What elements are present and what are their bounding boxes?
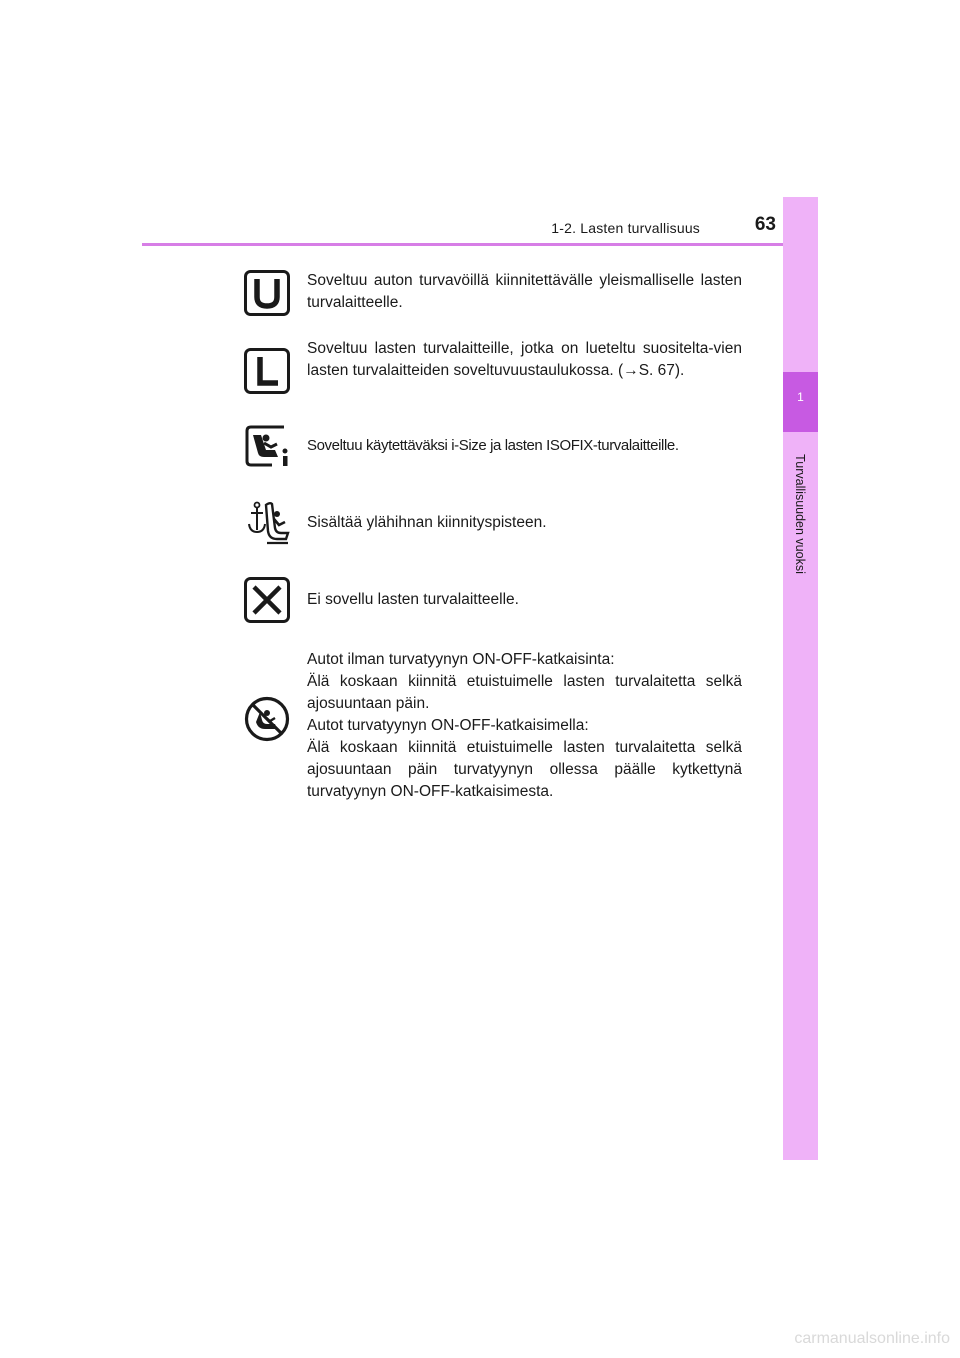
top-tether-anchor-icon (244, 500, 290, 546)
header-divider (142, 243, 818, 246)
universal-u-icon (244, 270, 290, 316)
entry-line: Autot turvatyynyn ON-OFF-katkaisimella: (307, 717, 589, 734)
entry-line: Autot ilman turvatyynyn ON-OFF-katkaisinta: (307, 651, 615, 668)
limited-l-icon (244, 348, 290, 394)
not-suitable-x-icon (244, 577, 290, 623)
chapter-side-tab (783, 197, 818, 1160)
entry-text: Ei sovellu lasten turvalaitteelle. (307, 591, 519, 608)
page-number: 63 (754, 214, 776, 235)
section-title: 1-2. Lasten turvallisuus (551, 220, 700, 236)
watermark: carmanualsonline.info (794, 1330, 950, 1347)
entry-text-block (307, 649, 742, 803)
no-rear-facing-seat-icon (244, 696, 290, 742)
entry-text: Soveltuu auton turvavöillä kiinnitettävälle yleismalliselle lasten turvalaitteelle. (307, 272, 742, 311)
entry-text: Soveltuu käytettäväksi i-Size ja lasten ISOFIX-turvalaitteille. (307, 437, 679, 454)
isize-child-seat-icon (244, 423, 290, 469)
chapter-label: Turvallisuuden vuoksi (793, 454, 807, 574)
entry-text: Sisältää ylähihnan kiinnityspisteen. (307, 514, 547, 531)
entry-line: Älä koskaan kiinnitä etuistuimelle lasten turvalaitetta selkä ajosuuntaan päin turvatyynyn ollessa päälle kytkettynä turvatyynyn ON-OFF-katkaisimesta. (307, 739, 742, 800)
entry-text: Soveltuu lasten turvalaitteille, jotka on lueteltu suositelta-vien lasten turvalaitteiden soveltuvuustaulukossa. (→S. 67). (307, 340, 742, 379)
entry-line: Älä koskaan kiinnitä etuistuimelle lasten turvalaitetta selkä ajosuuntaan päin. (307, 673, 742, 712)
chapter-number: 1 (797, 390, 804, 404)
